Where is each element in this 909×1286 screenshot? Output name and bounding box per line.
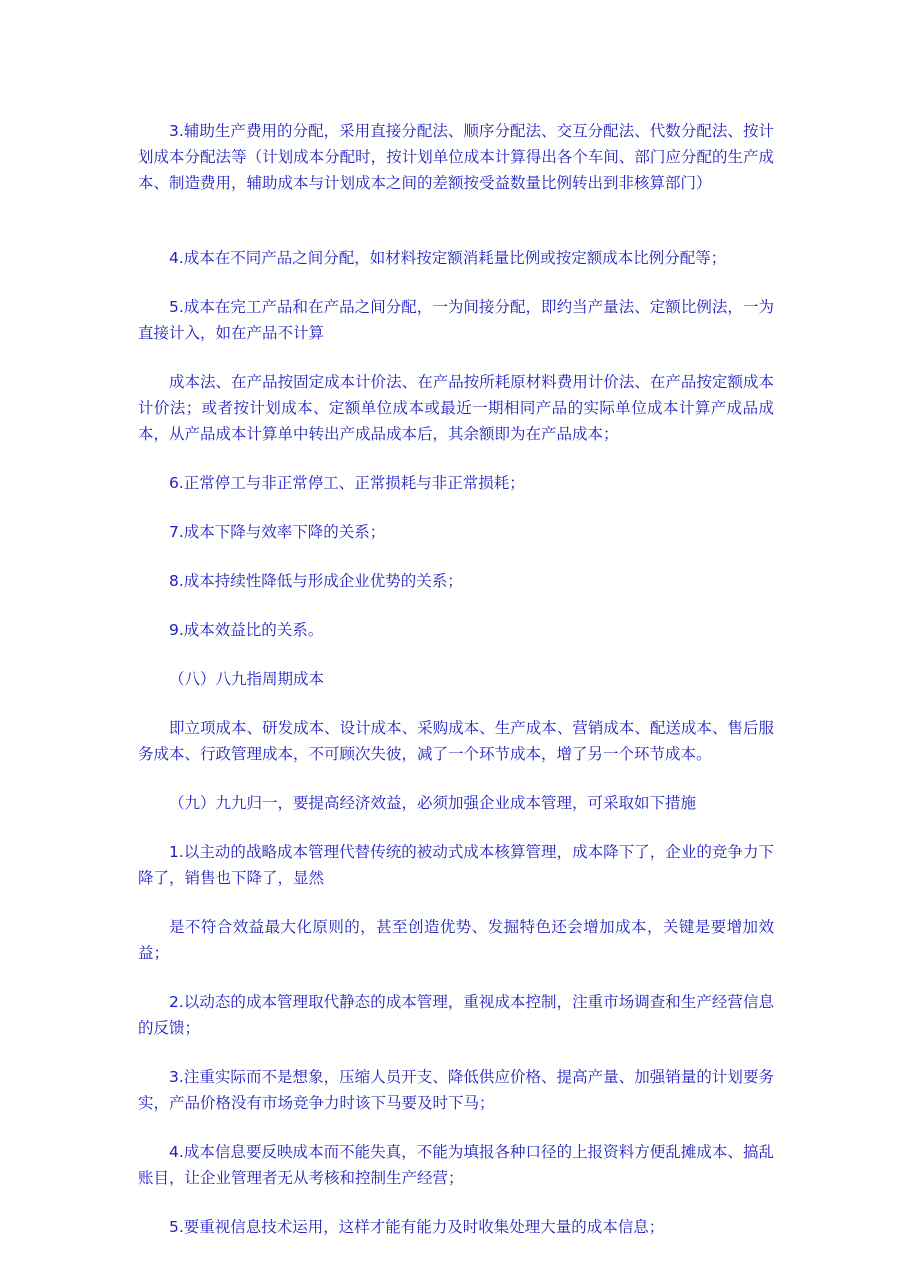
measure-item-3: 3.注重实际而不是想象，压缩人员开支、降低供应价格、提高产量、加强销量的计划要务实，产品价格没有市场竞争力时该下马要及时下马； [138,1068,774,1112]
document-body [138,118,774,1263]
paragraph-cost-reduction-advantage: 8.成本持续性降低与形成企业优势的关系； [169,572,463,590]
section-heading-9: （九）九九归一，要提高经济效益，必须加强企业成本管理，可采取如下措施 [169,794,697,812]
measure-item-2: 2.以动态的成本管理取代静态的成本管理，重视成本控制，注重市场调查和生产经营信息的反馈； [138,993,774,1037]
measure-item-5: 5.要重视信息技术运用，这样才能有能力及时收集处理大量的成本信息； [169,1218,665,1236]
paragraph-cost-between-products: 4.成本在不同产品之间分配，如材料按定额消耗量比例或按定额成本比例分配等； [169,249,727,267]
paragraph-finished-vs-wip: 5.成本在完工产品和在产品之间分配，一为间接分配，即约当产量法、定额比例法，一为直接计入，如在产品不计算 [138,298,774,342]
paragraph-cost-vs-efficiency: 7.成本下降与效率下降的关系； [169,523,386,541]
paragraph-lifecycle-costs: 即立项成本、研发成本、设计成本、采购成本、生产成本、营销成本、配送成本、售后服务成本、行政管理成本，不可顾次失彼，减了一个环节成本，增了另一个环节成本。 [138,719,774,763]
paragraph-cost-benefit-ratio: 9.成本效益比的关系。 [169,621,324,639]
section-heading-8: （八）八九指周期成本 [169,670,325,688]
paragraph-wip-costing-methods: 成本法、在产品按固定成本计价法、在产品按所耗原材料费用计价法、在产品按定额成本计价法；或者按计划成本、定额单位成本或最近一期相同产品的实际单位成本计算产成品成本，从产品成本计算单中转出产成品成本后，其余额即为在产品成本； [138,373,774,443]
measure-item-1-continued: 是不符合效益最大化原则的，甚至创造优势、发掘特色还会增加成本，关键是要增加效益； [138,918,774,962]
measure-item-4: 4.成本信息要反映成本而不能失真，不能为填报各种口径的上报资料方便乱摊成本、搞乱账目，让企业管理者无从考核和控制生产经营； [138,1143,774,1187]
paragraph-auxiliary-cost-allocation: 3.辅助生产费用的分配，采用直接分配法、顺序分配法、交互分配法、代数分配法、按计划成本分配法等（计划成本分配时，按计划单位成本计算得出各个车间、部门应分配的生产成本、制造费用，辅助成本与计划成本之间的差额按受益数量比例转出到非核算部门） [138,122,774,192]
paragraph-downtime-losses: 6.正常停工与非正常停工、正常损耗与非正常损耗； [169,474,525,492]
measure-item-1: 1.以主动的战略成本管理代替传统的被动式成本核算管理，成本降下了，企业的竞争力下降了，销售也下降了，显然 [138,843,774,887]
